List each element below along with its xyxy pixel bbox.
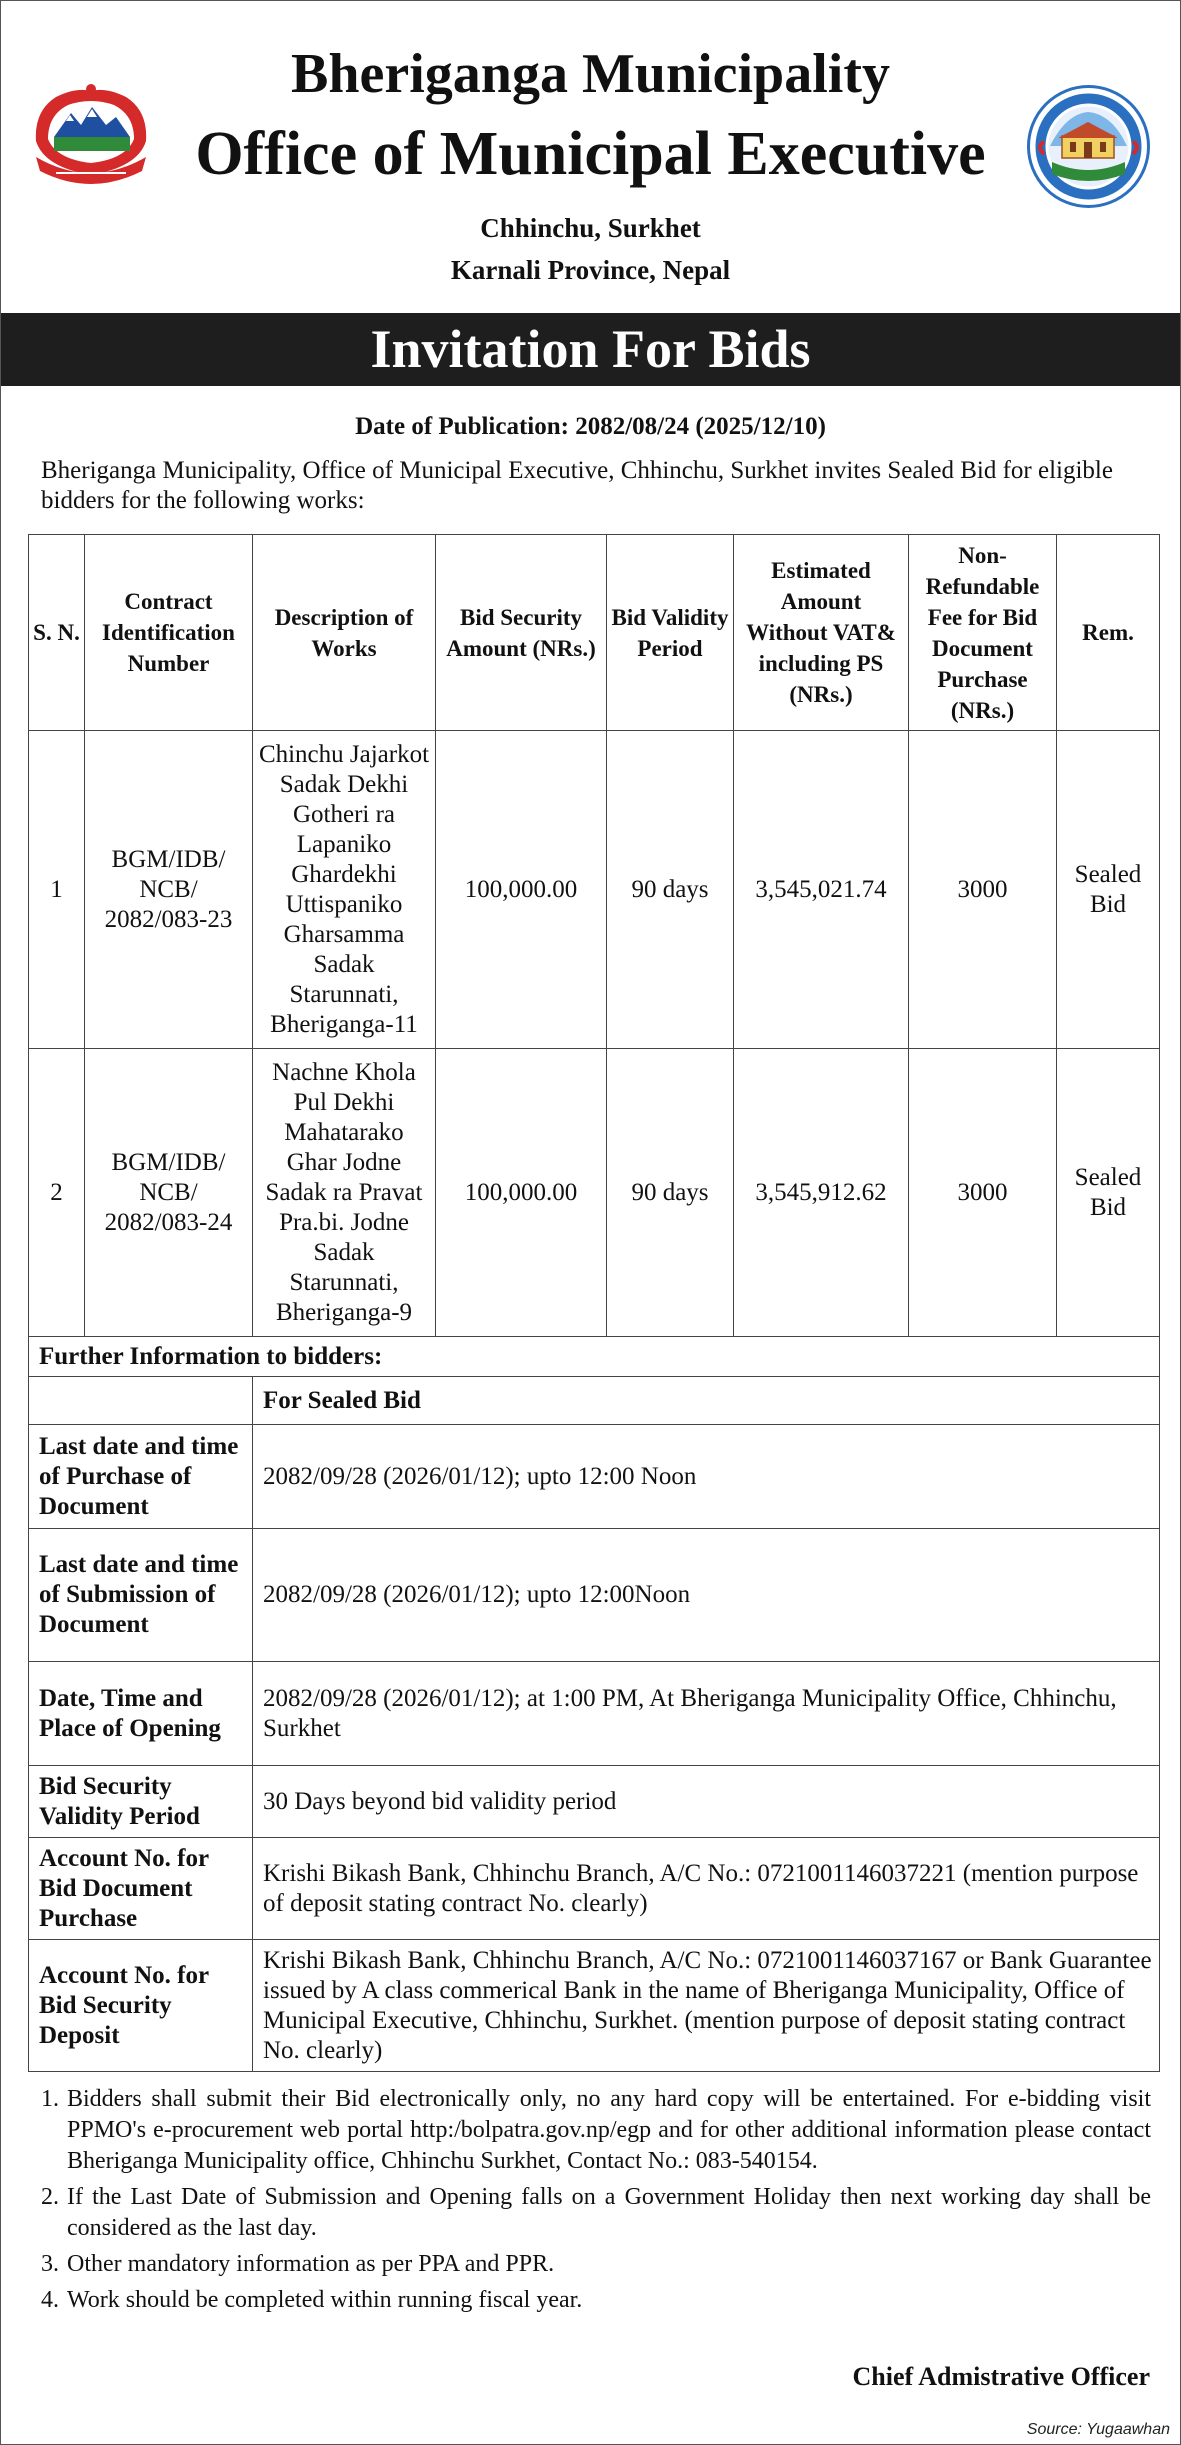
note-number: 2. [41,2184,59,2210]
header-description: Description of Works [253,535,436,731]
sealed-bid-heading: For Sealed Bid [253,1377,1160,1425]
info-row [29,1662,1160,1766]
info-value: 2082/09/28 (2026/01/12); upto 12:00 Noon [253,1425,1160,1529]
header-fee: Non-Refundable Fee for Bid Document Purchase (NRs.) [909,535,1057,731]
source-credit: Source: Yugaawhan [1026,2421,1170,2438]
table-row [29,731,1160,1049]
notice-header [1,1,1180,313]
note-text: Bidders shall submit their Bid electronically only, no any hard copy will be entertained. For e-bidding visit PPMO's e-procurement web portal http:/bolpatra.gov.np/egp and for other additional information please contact Bheriganga Municipality office, Chhinchu Surkhet, Contact No.: 083-540154. [67,2086,1151,2174]
list-item [41,2182,1151,2244]
info-row [29,1838,1160,1940]
cell-fee: 3000 [909,731,1057,1049]
cell-description: Nachne Khola Pul Dekhi Mahatarako Ghar Jodne Sadak ra Pravat Pra.bi. Jodne Sadak Starunnati, Bheriganga-9 [253,1049,436,1337]
list-item [41,2285,1151,2316]
info-label: Date, Time and Place of Opening [29,1662,253,1766]
info-row [29,1425,1160,1529]
header-estimate: Estimated Amount Without VAT& including PS (NRs.) [734,535,909,731]
cell-sn: 2 [29,1049,85,1337]
org-name: Bheriganga Municipality [291,43,890,105]
signature-title: Chief Admistrative Officer [852,2362,1150,2391]
cell-estimate: 3,545,021.74 [734,731,909,1049]
note-number: 4. [41,2287,59,2313]
bids-table [28,534,1160,2072]
sealed-bid-heading-row [29,1377,1160,1425]
info-value: Krishi Bikash Bank, Chhinchu Branch, A/C No.: 0721001146037167 or Bank Guarantee issued by A class commerical Bank in the name of Bheriganga Municipality, Office of Municipal Executive, Chhinchu, Surkhet. (mention purpose of deposit stating contract No. clearly) [253,1940,1160,2072]
address-line-1: Chhinchu, Surkhet [480,213,701,243]
address-line-2: Karnali Province, Nepal [450,255,731,285]
note-number: 3. [41,2251,59,2277]
empty-cell [29,1377,253,1425]
cell-validity: 90 days [607,731,734,1049]
table-row [29,1049,1160,1337]
note-text: If the Last Date of Submission and Opening falls on a Government Holiday then next working day shall be considered as the last day. [67,2184,1151,2241]
note-text: Other mandatory information as per PPA and PPR. [67,2251,555,2277]
invitation-banner: Invitation For Bids [1,313,1180,386]
list-item [41,2249,1151,2280]
info-label: Last date and time of Purchase of Document [29,1425,253,1529]
table-header-row [29,535,1160,731]
info-value: 30 Days beyond bid validity period [253,1766,1160,1838]
header-bid-security: Bid Security Amount (NRs.) [436,535,607,731]
list-item [41,2084,1151,2177]
cell-sn: 1 [29,731,85,1049]
info-label: Account No. for Bid Document Purchase [29,1838,253,1940]
header-sn: S. N. [29,535,85,731]
cell-description: Chinchu Jajarkot Sadak Dekhi Gotheri ra Lapaniko Ghardekhi Uttispaniko Gharsamma Sadak Starunnati, Bheriganga-11 [253,731,436,1049]
cell-contract-id: BGM/IDB/ NCB/ 2082/083-24 [85,1049,253,1337]
info-value: 2082/09/28 (2026/01/12); at 1:00 PM, At Bheriganga Municipality Office, Chhinchu, Surkhet [253,1662,1160,1766]
info-value: Krishi Bikash Bank, Chhinchu Branch, A/C No.: 0721001146037221 (mention purpose of deposit stating contract No. clearly) [253,1838,1160,1940]
cell-bid-security: 100,000.00 [436,1049,607,1337]
cell-validity: 90 days [607,1049,734,1337]
cell-remarks: Sealed Bid [1057,1049,1160,1337]
cell-remarks: Sealed Bid [1057,731,1160,1049]
info-label: Bid Security Validity Period [29,1766,253,1838]
info-row [29,1766,1160,1838]
cell-contract-id: BGM/IDB/ NCB/ 2082/083-23 [85,731,253,1049]
cell-bid-security: 100,000.00 [436,731,607,1049]
note-number: 1. [41,2086,59,2112]
cell-estimate: 3,545,912.62 [734,1049,909,1337]
info-row [29,1940,1160,2072]
office-name: Office of Municipal Executive [195,120,986,188]
further-info-title: Further Information to bidders: [29,1337,1160,1377]
header-contract-id: Contract Identification Number [85,535,253,731]
note-text: Work should be completed within running fiscal year. [67,2287,583,2313]
header-remarks: Rem. [1057,535,1160,731]
info-value: 2082/09/28 (2026/01/12); upto 12:00Noon [253,1529,1160,1662]
cell-fee: 3000 [909,1049,1057,1337]
publication-date: Date of Publication: 2082/08/24 (2025/12/10) [355,413,826,440]
info-label: Account No. for Bid Security Deposit [29,1940,253,2072]
info-label: Last date and time of Submission of Document [29,1529,253,1662]
notes-list [41,2084,1151,2321]
info-row [29,1529,1160,1662]
further-info-row [29,1337,1160,1377]
intro-text: Bheriganga Municipality, Office of Municipal Executive, Chhinchu, Surkhet invites Sealed Bid for eligible bidders for the following works: [41,457,1113,514]
header-validity: Bid Validity Period [607,535,734,731]
